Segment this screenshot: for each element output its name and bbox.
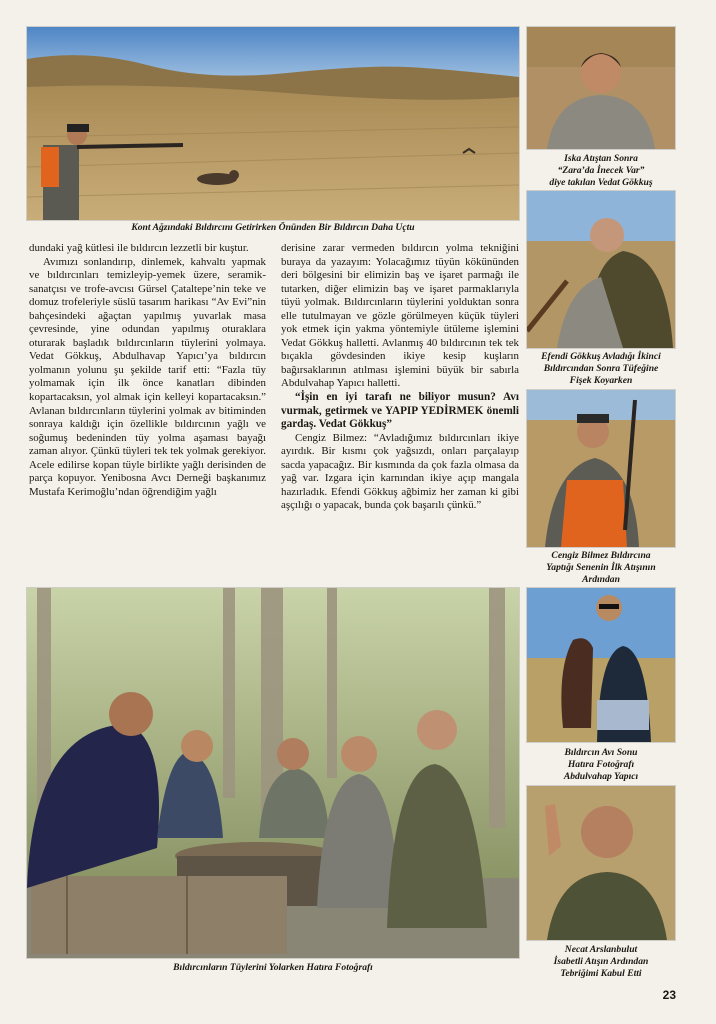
hunting-field-photo	[27, 27, 519, 220]
caption-r3	[523, 550, 679, 586]
caption-r2	[523, 351, 679, 387]
caption-line: Hatıra Fotoğrafı	[567, 759, 635, 770]
paragraph: dundaki yağ kütlesi ile bıldırcın lezzetli bir kuştur.	[29, 242, 249, 254]
paragraph: Cengiz Bilmez: “Avladığımız bıldırcınları ikiye ayırdık. Bir kısmı çok yağsızdı, onları parçalayıp sacda yapacağız. Bir kısmında da çok fazla olmasa da yağ var. Izgara için karnından ikiye açıp mangala hazırladık. Efendi Gökkuş ağbimiz her zaman ki gibi aşçılığı o yapacak, bunda çok başarılı çünkü.”	[281, 431, 519, 512]
caption-line: Abdulvahap Yapıcı	[563, 771, 639, 782]
caption-line: Tebriğimi Kabul Etti	[560, 968, 642, 979]
caption-top-text: Kont Ağzındaki Bıldırcını Getirirken Önünden Bir Bıldırcın Daha Uçtu	[131, 222, 415, 233]
paragraph: Avımızı sonlandırıp, dinlemek, kahvaltı yapmak ve bıldırcınları temizleyip-yemek üzere, seramik-sanatçısı ve trofe-avcısı Gürsel Çataltepe’nin teke ve domuz trofeleriyle süslü tasarım harikası “Av Evi”nin bahçesindeki ağaçtan yapılmış yuvarlak masa çevresinde, yine odundan yapılmış oturaklara oturarak başladık bıldırcınların tüylerini yolmaya. Vedat Gökkuş, Abdulhavap Yapıcı’ya bıldırcın yolmanın yolunu şu şekilde tarif etti: “Fazla tüy yolmamak için ilk önce kanatları dibinden kopartacaksın, yol almak için kelleyi kopartacaksın.” Avlanan bıldırcınların tüylerini yolmak av bitiminden sonraya kaldığı için özellikle bıldırcının yağlı ve soğumuş bedeninden tüy yolma aşaması bayağı zaman alıyor. Çünkü tüyleri tek tek yolmak gerekiyor. Acele edilirse kopan tüyle birlikte yağlı derisinden de parça kopuyor. Yenibosna Avcı Derneği başkanımız Mustafa Kerimoğlu’ndan öğrendiğim yağlı	[29, 255, 266, 498]
pull-quote: “İşin en iyi tarafı ne biliyor musun? Avı vurmak, getirmek ve YAPIP YEDİRMEK önemli gardaş. Vedat Gökkuş”	[281, 391, 519, 431]
group-plucking-quails-photo	[27, 588, 519, 958]
caption-r5	[523, 944, 679, 980]
caption-line: Necat Arslanbulut	[564, 944, 638, 955]
caption-line: diye takılan Vedat Gökkuş	[549, 177, 653, 188]
caption-line: Iska Atıştan Sonra	[564, 153, 638, 164]
caption-line: Fişek Koyarken	[569, 375, 633, 386]
cengiz-bilmez-photo	[527, 390, 675, 547]
text-column-right	[281, 242, 519, 513]
caption-bottom-text: Bıldırcınların Tüylerini Yolarken Hatıra Fotoğrafı	[173, 962, 373, 973]
caption-line: Bıldırcın Avı Sonu	[564, 747, 638, 758]
efendi-gokkus-loading-gun-photo	[527, 191, 675, 348]
page-number: 23	[662, 988, 676, 1002]
caption-top	[27, 222, 519, 234]
portrait-vedat-gokkus-photo	[527, 27, 675, 149]
caption-bottom	[27, 962, 519, 974]
caption-r1	[523, 153, 679, 189]
caption-line: Ardından	[582, 574, 620, 585]
caption-line: Bıldırcından Sonra Tüfeğine	[543, 363, 659, 374]
caption-line: Efendi Gökkuş Avladığı İkinci	[541, 351, 661, 362]
caption-line: “Zara’da İnecek Var”	[557, 165, 645, 176]
abdulvahap-yapici-with-dog-photo	[527, 588, 675, 742]
text-column-left	[29, 242, 266, 499]
necat-arslanbulut-photo	[527, 786, 675, 940]
paragraph: derisine zarar vermeden bıldırcın yolma tekniğini buraya da yazayım: Yolacağımız tüyün kökününden deri bölgesini bir elimizin baş ve işaret parmağı ile tutarken, diğer elimizin baş ve işaret parmaklarıyla tüyü yolmak. Bıldırcınların tüylerini yolduktan sonra elle tutulmayan ve gözle görülmeyen küçük tüyleri yok etmek için yakma yöntemiyle ütüleme işlemini Vedat Gökkuş halletti. Avlanmış 40 bıldırcının tek tek bıçakla gövdesinden ikiye kesip kuşların bağırsaklarının atılması işlemini büyük bir sabırla Abdulvahap Yapıcı halletti.	[281, 242, 519, 390]
caption-r4	[523, 747, 679, 783]
caption-line: İsabetli Atışın Ardından	[553, 956, 649, 967]
caption-line: Cengiz Bilmez Bıldırcına	[551, 550, 651, 561]
caption-line: Yaptığı Senenin İlk Atışının	[546, 562, 656, 573]
